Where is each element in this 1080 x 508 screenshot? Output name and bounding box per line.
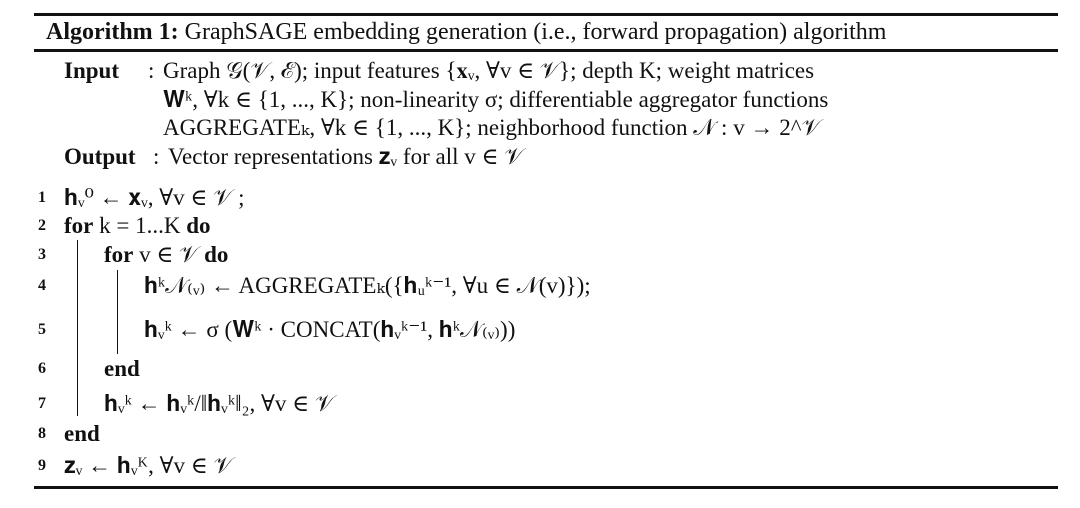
input-label: Input	[64, 58, 119, 83]
algorithm-label: Algorithm 1:	[46, 19, 179, 45]
algorithm-title-text: GraphSAGE embedding generation (i.e., forward propagation) algorithm	[184, 19, 887, 45]
input-row	[64, 57, 814, 85]
inner-loop-bar	[117, 270, 118, 354]
bottom-rule	[34, 486, 1058, 489]
do-keyword: do	[186, 213, 211, 238]
top-rule	[34, 13, 1058, 16]
header-rule	[34, 49, 1058, 52]
step-9: 𝐳ᵥ ← 𝐡ᵥᴷ, ∀v ∈ 𝒱	[64, 453, 233, 478]
line-number: 3	[38, 246, 46, 263]
input-colon: :	[148, 58, 155, 83]
for-keyword: for	[104, 242, 134, 267]
step-4: 𝐡ᵏ𝒩₍ᵥ₎ ← AGGREGATEₖ({𝐡ᵤᵏ⁻¹, ∀u ∈ 𝒩(v)});	[144, 273, 591, 298]
input-line-2: 𝐖ᵏ, ∀k ∈ {1, ..., K}; non-linearity σ; differentiable aggregator functions	[163, 87, 829, 112]
step-3	[104, 241, 228, 269]
line-number: 5	[38, 321, 46, 338]
output-text: Vector representations 𝐳ᵥ for all v ∈ 𝒱	[168, 144, 524, 169]
outer-loop-bar	[77, 240, 78, 416]
line-number: 9	[38, 457, 46, 474]
input-line-1: Graph 𝒢(𝒱, ℰ); input features {𝐱ᵥ, ∀v ∈ 𝒱}; depth K; weight matrices	[163, 58, 815, 83]
line-number: 6	[38, 360, 46, 377]
output-row	[64, 143, 523, 171]
step-6-end: end	[104, 356, 140, 381]
output-colon: :	[153, 144, 160, 169]
line-number: 4	[38, 277, 46, 294]
step-7: 𝐡ᵥᵏ ← 𝐡ᵥᵏ/‖𝐡ᵥᵏ‖₂, ∀v ∈ 𝒱	[104, 391, 335, 416]
input-line-3: AGGREGATEₖ, ∀k ∈ {1, ..., K}; neighborhood function 𝒩 : v → 2^𝒱	[163, 115, 821, 140]
step-2-text: k = 1...K	[93, 213, 187, 238]
line-number: 2	[38, 217, 46, 234]
line-number: 7	[38, 395, 46, 412]
line-number: 1	[38, 189, 46, 206]
line-number: 8	[38, 425, 46, 442]
step-3-text: v ∈ 𝒱	[133, 242, 205, 267]
step-5: 𝐡ᵥᵏ ← σ (𝐖ᵏ · CONCAT(𝐡ᵥᵏ⁻¹, 𝐡ᵏ𝒩₍ᵥ₎))	[144, 317, 516, 342]
step-8-end: end	[64, 421, 100, 446]
step-2	[64, 212, 211, 240]
do-keyword: do	[204, 242, 229, 267]
output-label: Output	[64, 144, 136, 169]
for-keyword: for	[64, 213, 94, 238]
algorithm-title	[46, 17, 886, 47]
step-1: 𝐡ᵥ⁰ ← 𝐱ᵥ, ∀v ∈ 𝒱 ;	[64, 185, 245, 210]
